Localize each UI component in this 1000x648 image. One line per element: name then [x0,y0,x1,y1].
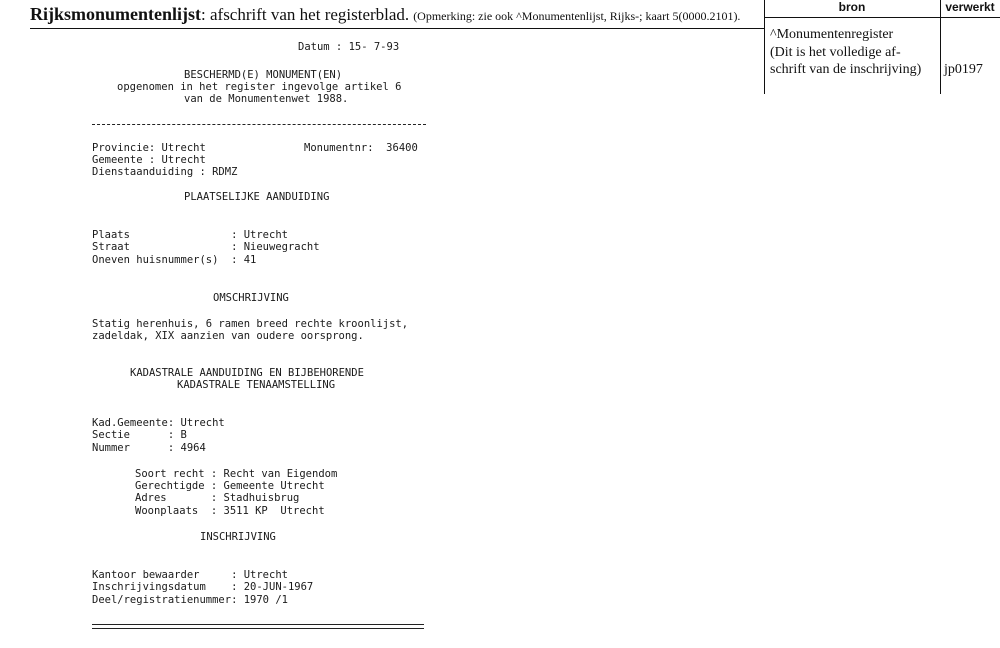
plaats-line: Plaats : Utrecht [92,229,288,241]
soort-recht-line: Soort recht : Recht van Eigendom [135,468,338,480]
adres-line: Adres : Stadhuisbrug [135,492,300,504]
table-column-divider [940,0,941,94]
bron-line: (Dit is het volledige af- [770,44,901,60]
section-heading: KADASTRALE AANDUIDING EN BIJBEHORENDE [130,367,364,379]
heading-line: BESCHERMD(E) MONUMENT(EN) [184,69,343,81]
kad-gemeente-line: Kad.Gemeente: Utrecht [92,417,225,429]
bron-line: schrift van de inschrijving) [770,62,922,77]
section-heading: PLAATSELIJKE AANDUIDING [184,191,330,203]
title-rest: : afschrift van het registerblad. [201,5,410,24]
monumentnr-line: Monumentnr: 36400 [304,142,418,154]
huisnummer-line: Oneven huisnummer(s) : 41 [92,254,257,266]
description-line: zadeldak, XIX aanzien van oudere oorsprong. [92,330,364,342]
inschrijvingsdatum-line: Inschrijvingsdatum : 20-JUN-1967 [92,581,314,593]
woonplaats-line: Woonplaats : 3511 KP Utrecht [135,505,325,517]
provincie-line: Provincie: Utrecht [92,142,206,154]
section-heading: OMSCHRIJVING [213,292,289,304]
gemeente-line: Gemeente : Utrecht [92,154,206,166]
bron-cell [770,26,940,79]
column-header-bron: bron [838,0,866,14]
section-heading: INSCHRIJVING [200,531,276,543]
table-header-rule [764,17,1000,18]
verwerkt-cell: jp0197 [944,62,983,77]
straat-line: Straat : Nieuwegracht [92,241,320,253]
heading-line: van de Monumentenwet 1988. [184,93,349,105]
gerechtigde-line: Gerechtigde : Gemeente Utrecht [135,480,325,492]
dienstaanduiding-line: Dienstaanduiding : RDMZ [92,166,238,178]
closing-double-rule [92,624,424,629]
document-date: Datum : 15- 7-93 [298,41,400,53]
title-note: (Opmerking: zie ook ^Monumentenlijst, Rijks-; kaart 5(0000.2101). [413,9,741,23]
deel-line: Deel/registratienummer: 1970 /1 [92,594,288,606]
heading-line: opgenomen in het register ingevolge artikel 6 [117,81,402,93]
table-left-border [764,0,765,94]
page-title [30,4,740,25]
header-rule [30,28,764,29]
column-header-verwerkt: verwerkt [945,0,995,14]
description-line: Statig herenhuis, 6 ramen breed rechte kroonlijst, [92,318,409,330]
title-bold: Rijksmonumentenlijst [30,4,202,24]
bron-line: ^Monumentenregister [770,27,894,42]
sectie-line: Sectie : B [92,429,187,441]
dashed-divider [92,124,426,125]
nummer-line: Nummer : 4964 [92,442,206,454]
kantoor-line: Kantoor bewaarder : Utrecht [92,569,288,581]
source-table [764,0,1000,94]
section-heading: KADASTRALE TENAAMSTELLING [177,379,336,391]
